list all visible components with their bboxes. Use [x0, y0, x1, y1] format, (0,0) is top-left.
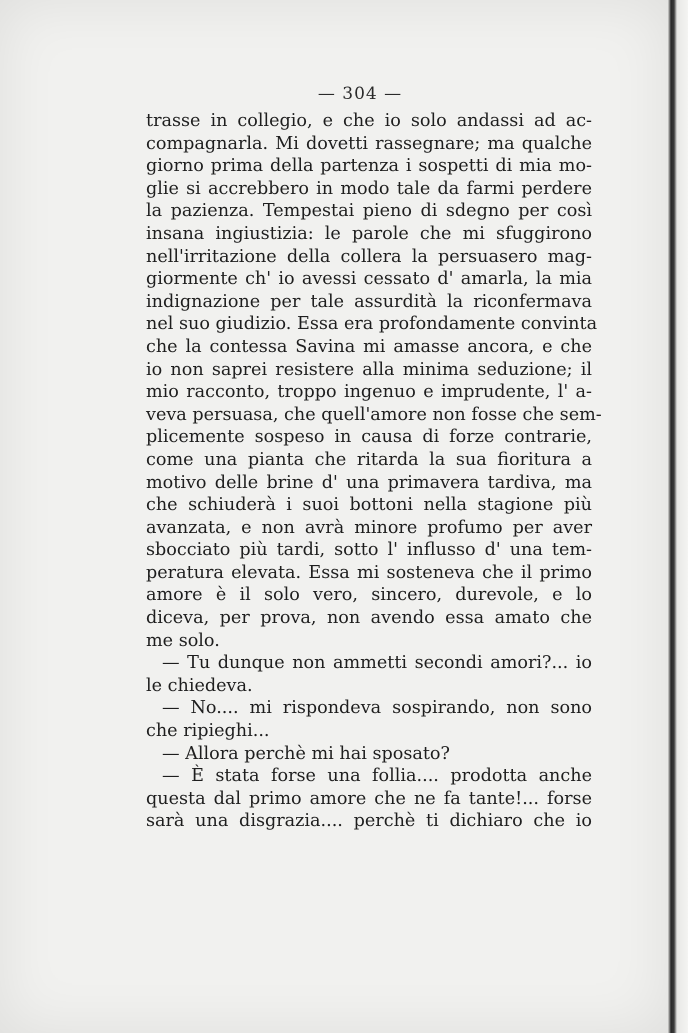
- text-line: trasse in collegio, e che io solo andassi ad ac-: [146, 111, 592, 131]
- dialogue-line: — È stata forse una follia.... prodotta anche: [162, 766, 592, 787]
- page-edge: [668, 0, 688, 1033]
- body-text: [146, 110, 602, 833]
- text-line: questa dal primo amore che ne fa tante!... forse: [146, 788, 592, 809]
- text-line: amore è il solo vero, sincero, durevole, e lo: [146, 585, 592, 606]
- page-number: — 304 —: [317, 84, 403, 104]
- text-line: veva persuasa, che quell'amore non fosse che sem-: [146, 404, 602, 425]
- text-line: compagnarla. Mi dovetti rassegnare; ma qualche: [146, 133, 592, 154]
- text-line: sarà una disgrazia.... perchè ti dichiaro che io: [146, 811, 592, 832]
- text-line: motivo delle brine d' una primavera tardiva, ma: [146, 472, 592, 493]
- text-line: glie si accrebbero in modo tale da farmi perdere: [146, 178, 592, 199]
- text-line: diceva, per prova, non avendo essa amato che: [146, 608, 592, 629]
- dialogue-line: — Tu dunque non ammetti secondi amori?... io: [162, 653, 592, 674]
- text-line: plicemente sospeso in causa di forze contrarie,: [146, 427, 592, 448]
- text-line: peratura elevata. Essa mi sosteneva che il primo: [146, 562, 592, 583]
- text-line: insana ingiustizia: le parole che mi sfuggirono: [146, 223, 592, 244]
- dialogue-line: — No.... mi rispondeva sospirando, non sono: [162, 698, 592, 719]
- text-line: la pazienza. Tempestai pieno di sdegno per così: [146, 201, 592, 222]
- text-line: sbocciato più tardi, sotto l' influsso d' una tem-: [146, 540, 592, 561]
- text-line: nell'irritazione della collera la persuasero mag-: [146, 246, 592, 267]
- text-line: che ripieghi...: [146, 721, 270, 742]
- text-line: io non saprei resistere alla minima seduzione; il: [146, 359, 592, 380]
- text-line: che la contessa Savina mi amasse ancora, e che: [146, 336, 592, 357]
- text-line: mio racconto, troppo ingenuo e imprudente, l' a-: [146, 382, 592, 403]
- text-line: che schiuderà i suoi bottoni nella stagione più: [146, 495, 592, 516]
- text-line: nel suo giudizio. Essa era profondamente convinta: [146, 314, 598, 335]
- dialogue-line: — Allora perchè mi hai sposato?: [162, 743, 450, 764]
- text-line: indignazione per tale assurdità la riconfermava: [146, 291, 592, 312]
- text-line: giormente ch' io avessi cessato d' amarla, la mia: [146, 269, 592, 290]
- text-line: avanzata, e non avrà minore profumo per aver: [146, 517, 592, 538]
- text-line: come una pianta che ritarda la sua fioritura a: [146, 449, 592, 470]
- text-line: le chiedeva.: [146, 675, 253, 696]
- text-line: me solo.: [146, 630, 220, 651]
- text-line: giorno prima della partenza i sospetti di mia mo-: [146, 156, 592, 177]
